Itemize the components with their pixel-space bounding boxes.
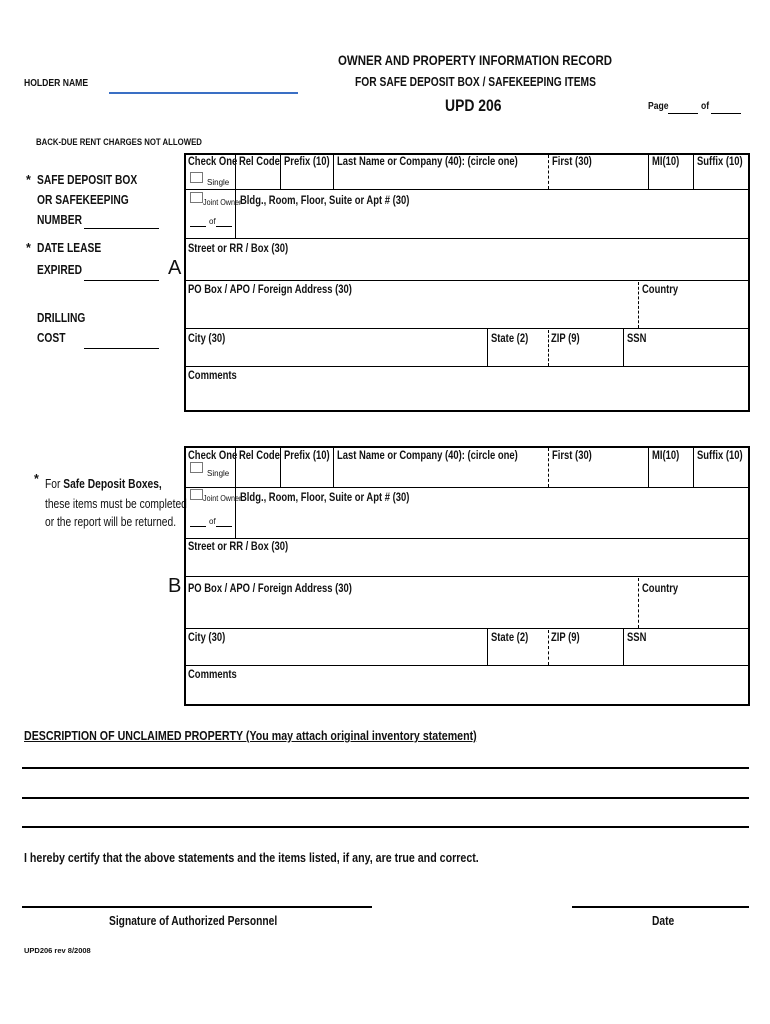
prefix-label: Prefix (10) <box>284 156 330 168</box>
check-one-label: Check One <box>188 156 238 168</box>
single-checkbox[interactable] <box>190 172 203 183</box>
po-box-label: PO Box / APO / Foreign Address (30) <box>188 583 352 595</box>
form-code: UPD 206 <box>445 96 502 115</box>
revision-footer: UPD206 rev 8/2008 <box>24 946 91 955</box>
back-due-note: BACK-DUE RENT CHARGES NOT ALLOWED <box>36 137 202 148</box>
col-divider <box>235 189 236 238</box>
col-divider <box>280 153 281 189</box>
joint-owner-total-field[interactable] <box>216 526 232 527</box>
sdb-label-line3: NUMBER <box>37 213 82 227</box>
page-total-field[interactable] <box>711 113 741 114</box>
owner-section-a <box>184 153 750 412</box>
row-divider <box>184 189 750 190</box>
drilling-label-line1: DRILLING <box>37 311 86 325</box>
country-label: Country <box>642 583 679 595</box>
mi-label: MI(10) <box>652 156 680 168</box>
prefix-label: Prefix (10) <box>284 450 330 462</box>
certify-statement: I hereby certify that the above statements and the items listed, if any, are true and correct. <box>24 850 479 865</box>
joint-owner-label: Joint Owner <box>203 494 242 503</box>
po-box-label: PO Box / APO / Foreign Address (30) <box>188 284 352 296</box>
joint-of-label: of <box>209 217 216 226</box>
col-divider <box>693 153 694 189</box>
joint-owner-total-field[interactable] <box>216 226 232 227</box>
col-divider <box>623 628 624 665</box>
state-label: State (2) <box>491 632 529 644</box>
lease-label-line1: DATE LEASE <box>37 241 102 255</box>
col-divider <box>693 446 694 487</box>
row-divider <box>184 487 750 488</box>
rel-code-label: Rel Code <box>239 156 280 168</box>
col-divider <box>648 446 649 487</box>
col-divider <box>333 446 334 487</box>
first-name-label: First (30) <box>552 450 592 462</box>
zip-label: ZIP (9) <box>551 632 580 644</box>
single-label: Single <box>207 469 230 478</box>
state-label: State (2) <box>491 333 529 345</box>
page-label: Page <box>648 100 669 112</box>
holder-name-label: HOLDER NAME <box>24 77 89 89</box>
single-checkbox[interactable] <box>190 462 203 473</box>
signature-line[interactable] <box>22 906 372 908</box>
sdb-note-line1: For Safe Deposit Boxes, <box>45 477 162 491</box>
ssn-label: SSN <box>627 333 647 345</box>
comments-label: Comments <box>188 370 237 382</box>
row-divider <box>184 538 750 539</box>
joint-of-label: of <box>209 517 216 526</box>
page-number-field[interactable] <box>668 113 698 114</box>
bldg-label: Bldg., Room, Floor, Suite or Apt # (30) <box>240 492 410 504</box>
sdb-note-line2: these items must be completed <box>45 497 187 511</box>
sdb-label-line1: SAFE DEPOSIT BOX <box>37 173 138 187</box>
sdb-note-line3: or the report will be returned. <box>45 515 177 529</box>
mi-label: MI(10) <box>652 450 680 462</box>
street-label: Street or RR / Box (30) <box>188 541 289 553</box>
date-line[interactable] <box>572 906 749 908</box>
suffix-label: Suffix (10) <box>697 156 743 168</box>
ssn-label: SSN <box>627 632 647 644</box>
first-name-label: First (30) <box>552 156 592 168</box>
single-label: Single <box>207 178 230 187</box>
asterisk-lease: * <box>26 241 31 255</box>
last-name-label: Last Name or Company (40): (circle one) <box>337 156 518 168</box>
lease-date-field[interactable] <box>84 280 159 281</box>
row-divider <box>184 576 750 577</box>
country-label: Country <box>642 284 679 296</box>
col-divider <box>548 448 549 487</box>
row-divider <box>184 366 750 367</box>
rel-code-label: Rel Code <box>239 450 280 462</box>
joint-owner-index-field[interactable] <box>190 226 206 227</box>
col-divider <box>487 628 488 665</box>
description-line-2[interactable] <box>22 797 749 799</box>
city-label: City (30) <box>188 333 226 345</box>
signature-label: Signature of Authorized Personnel <box>109 914 278 928</box>
col-divider <box>333 153 334 189</box>
col-divider <box>548 155 549 189</box>
form-subtitle: FOR SAFE DEPOSIT BOX / SAFEKEEPING ITEMS <box>355 75 596 89</box>
row-divider <box>184 628 750 629</box>
col-divider <box>280 446 281 487</box>
row-divider <box>184 328 750 329</box>
drilling-cost-field[interactable] <box>84 348 159 349</box>
comments-label: Comments <box>188 669 237 681</box>
col-divider <box>487 328 488 366</box>
description-line-1[interactable] <box>22 767 749 769</box>
holder-name-field[interactable] <box>109 92 298 94</box>
street-label: Street or RR / Box (30) <box>188 243 289 255</box>
joint-owner-checkbox[interactable] <box>190 489 203 500</box>
city-label: City (30) <box>188 632 226 644</box>
asterisk-note: * <box>34 472 39 486</box>
asterisk-sdb: * <box>26 173 31 187</box>
col-divider <box>548 330 549 366</box>
zip-label: ZIP (9) <box>551 333 580 345</box>
col-divider <box>548 630 549 665</box>
joint-owner-label: Joint Owner <box>203 198 242 207</box>
last-name-label: Last Name or Company (40): (circle one) <box>337 450 518 462</box>
col-divider <box>623 328 624 366</box>
col-divider <box>638 282 639 328</box>
suffix-label: Suffix (10) <box>697 450 743 462</box>
page-of-label: of <box>701 100 710 112</box>
row-divider <box>184 238 750 239</box>
lease-label-line2: EXPIRED <box>37 263 83 277</box>
description-line-3[interactable] <box>22 826 749 828</box>
joint-owner-checkbox[interactable] <box>190 192 203 203</box>
description-heading: DESCRIPTION OF UNCLAIMED PROPERTY (You may attach original inventory statement) <box>24 728 477 743</box>
section-letter-a: A <box>168 257 182 279</box>
drilling-label-line2: COST <box>37 331 66 345</box>
form-title: OWNER AND PROPERTY INFORMATION RECORD <box>338 52 613 68</box>
sdb-number-field[interactable] <box>84 228 159 229</box>
section-letter-b: B <box>168 575 182 597</box>
date-label: Date <box>652 914 675 928</box>
col-divider <box>638 578 639 628</box>
bldg-label: Bldg., Room, Floor, Suite or Apt # (30) <box>240 195 410 207</box>
sdb-label-line2: OR SAFEKEEPING <box>37 193 129 207</box>
row-divider <box>184 665 750 666</box>
col-divider <box>648 153 649 189</box>
joint-owner-index-field[interactable] <box>190 526 206 527</box>
row-divider <box>184 280 750 281</box>
check-one-label: Check One <box>188 450 238 462</box>
